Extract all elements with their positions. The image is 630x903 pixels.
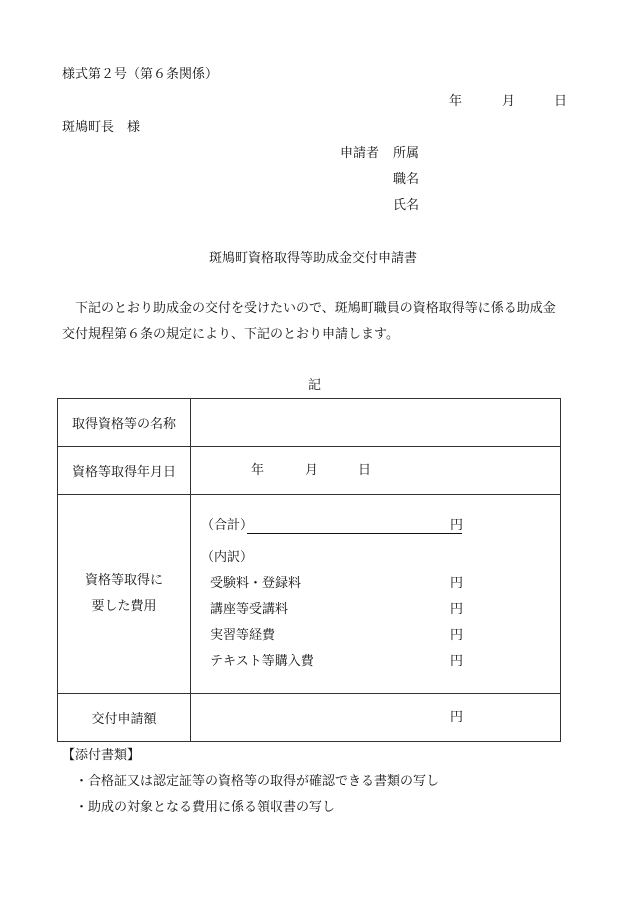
item-textbook-fee-yen: 円 xyxy=(450,654,464,669)
body-line-2: 交付規程第６条の規定により、下記のとおり申請します。 xyxy=(62,327,399,342)
item-course-fee: 講座等受講料 xyxy=(210,602,289,617)
attachment-item-2: ・助成の対象となる費用に係る領収書の写し xyxy=(75,800,336,815)
applicant-label: 申請者 xyxy=(340,146,380,161)
cost-label-cell xyxy=(58,495,191,694)
body-line-1: 下記のとおり助成金の交付を受けたいので、斑鳩町職員の資格取得等に係る助成金 xyxy=(75,301,556,316)
item-textbook-fee: テキスト等購入費 xyxy=(210,654,314,669)
acquisition-date-label-cell xyxy=(58,447,191,495)
date-month-label: 月 xyxy=(502,94,516,109)
name-label: 氏名 xyxy=(393,198,420,213)
qualification-name-label-cell xyxy=(58,399,191,447)
cost-label-line-1: 資格等取得に xyxy=(84,573,163,588)
position-label: 職名 xyxy=(393,172,420,187)
grant-amount-field[interactable] xyxy=(191,694,561,742)
acquisition-year-label: 年 xyxy=(251,463,265,478)
acquisition-day-label: 日 xyxy=(358,463,372,478)
breakdown-label: （内訳） xyxy=(201,550,254,565)
acquisition-date-label: 資格等取得年月日 xyxy=(71,465,176,480)
item-practical-fee: 実習等経費 xyxy=(210,628,276,643)
affiliation-label: 所属 xyxy=(393,146,420,161)
document-title: 斑鳩町資格取得等助成金交付申請書 xyxy=(209,251,418,266)
item-course-fee-yen: 円 xyxy=(450,602,464,617)
qualification-name-label: 取得資格等の名称 xyxy=(71,417,176,432)
attachments-heading: 【添付書類】 xyxy=(62,748,141,763)
application-table xyxy=(57,398,561,742)
cost-label-line-2: 要した費用 xyxy=(91,599,157,614)
total-label: （合計） xyxy=(201,518,254,533)
addressee: 斑鳩町長 様 xyxy=(62,120,141,135)
attachment-item-1: ・合格証又は認定証等の資格等の取得が確認できる書類の写し xyxy=(75,774,440,789)
cost-detail-cell[interactable] xyxy=(191,495,561,694)
grant-amount-label-cell xyxy=(58,694,191,742)
qualification-name-field[interactable] xyxy=(191,399,561,447)
total-yen: 円 xyxy=(450,518,464,533)
acquisition-month-label: 月 xyxy=(305,463,319,478)
grant-amount-yen: 円 xyxy=(450,710,464,725)
item-exam-fee: 受験料・登録料 xyxy=(210,576,302,591)
ki-label: 記 xyxy=(308,378,322,393)
item-practical-fee-yen: 円 xyxy=(450,628,464,643)
acquisition-date-field[interactable] xyxy=(191,447,561,495)
item-exam-fee-yen: 円 xyxy=(450,576,464,591)
date-year-label: 年 xyxy=(449,94,463,109)
form-number: 様式第２号（第６条関係） xyxy=(62,67,219,82)
total-underline xyxy=(247,533,462,534)
grant-amount-label: 交付申請額 xyxy=(91,712,157,727)
date-day-label: 日 xyxy=(554,94,568,109)
